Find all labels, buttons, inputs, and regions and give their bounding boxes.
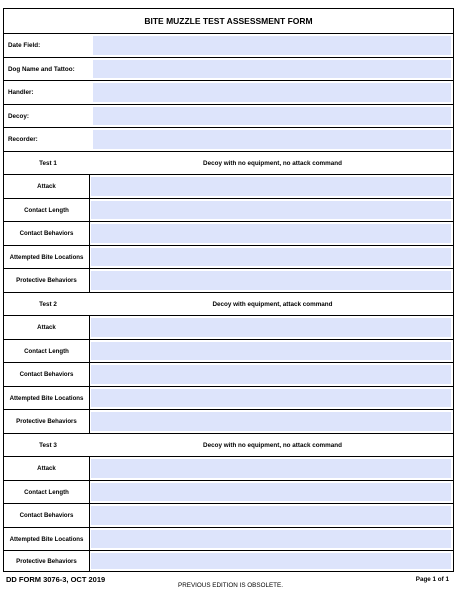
- test-3-protective-behaviors-row: [4, 551, 453, 571]
- test-1-contact-behaviors-row: [4, 222, 453, 246]
- test-2-label: Test 2: [39, 300, 57, 308]
- handler-label: Handler:: [8, 89, 34, 96]
- test-1-bite-locations-row: [4, 246, 453, 269]
- recorder-input[interactable]: [93, 130, 451, 149]
- dog-name-input[interactable]: [93, 60, 451, 78]
- test-1-label: Test 1: [39, 159, 57, 167]
- test-1-protective-behaviors-input[interactable]: [91, 271, 451, 290]
- header-row-dog: [4, 58, 453, 81]
- test-1-attack-label: Attack: [4, 175, 90, 198]
- test-2-protective-behaviors-input[interactable]: [91, 412, 451, 431]
- test-2-bite-locations-label: Attempted Bite Locations: [4, 387, 90, 409]
- test-3-attack-row: [4, 457, 453, 481]
- test-1-attack-row: [4, 175, 453, 199]
- test-2-attack-input[interactable]: [91, 318, 451, 337]
- test-2-contact-behaviors-row: [4, 363, 453, 387]
- test-2-attack-row: [4, 316, 453, 340]
- dog-name-label: Dog Name and Tattoo:: [8, 65, 75, 73]
- test-3-attack-input[interactable]: [91, 459, 451, 478]
- test-1-protective-behaviors-row: [4, 269, 453, 293]
- date-field-input[interactable]: [93, 36, 451, 55]
- test-3-contact-behaviors-label: Contact Behaviors: [4, 504, 90, 527]
- assessment-form: [3, 8, 454, 572]
- test-3-description: Decoy with no equipment, no attack command: [203, 441, 342, 449]
- edition-note: PREVIOUS EDITION IS OBSOLETE.: [178, 582, 283, 589]
- test-1-contact-length-row: [4, 199, 453, 222]
- test-2-description: Decoy with equipment, attack command: [212, 300, 333, 308]
- test-2-protective-behaviors-row: [4, 410, 453, 434]
- test-3-bite-locations-label: Attempted Bite Locations: [4, 528, 90, 550]
- header-row-handler: [4, 81, 453, 105]
- test-1-contact-behaviors-label: Contact Behaviors: [4, 222, 90, 245]
- test-3-contact-length-input[interactable]: [91, 483, 451, 501]
- page-number: Page 1 of 1: [415, 576, 449, 583]
- test-3-protective-behaviors-label: Protective Behaviors: [4, 551, 90, 571]
- test-3-header: [4, 434, 453, 457]
- test-1-protective-behaviors-label: Protective Behaviors: [4, 269, 90, 292]
- decoy-label: Decoy:: [8, 112, 29, 120]
- header-row-decoy: [4, 105, 453, 128]
- test-3-attack-label: Attack: [4, 457, 90, 480]
- test-3-contact-length-row: [4, 481, 453, 504]
- recorder-label: Recorder:: [8, 136, 38, 143]
- test-3-bite-locations-input[interactable]: [91, 530, 451, 548]
- test-1-bite-locations-input[interactable]: [91, 248, 451, 266]
- decoy-input[interactable]: [93, 107, 451, 125]
- test-2-bite-locations-input[interactable]: [91, 389, 451, 407]
- form-number: DD FORM 3076-3, OCT 2019: [6, 575, 106, 584]
- test-2-contact-behaviors-label: Contact Behaviors: [4, 363, 90, 386]
- test-1-bite-locations-label: Attempted Bite Locations: [4, 246, 90, 268]
- test-1-contact-behaviors-input[interactable]: [91, 224, 451, 243]
- test-3-bite-locations-row: [4, 528, 453, 551]
- test-2-attack-label: Attack: [4, 316, 90, 339]
- test-2-contact-length-label: Contact Length: [4, 340, 90, 362]
- test-1-contact-length-label: Contact Length: [4, 199, 90, 221]
- header-row-date: [4, 34, 453, 58]
- test-2-contact-length-row: [4, 340, 453, 363]
- test-3-protective-behaviors-input[interactable]: [91, 553, 451, 569]
- test-1-contact-length-input[interactable]: [91, 201, 451, 219]
- test-2-contact-behaviors-input[interactable]: [91, 365, 451, 384]
- test-3-contact-behaviors-row: [4, 504, 453, 528]
- test-2-header: [4, 293, 453, 316]
- test-1-header: [4, 152, 453, 175]
- test-1-description: Decoy with no equipment, no attack command: [203, 159, 342, 167]
- test-2-protective-behaviors-label: Protective Behaviors: [4, 410, 90, 433]
- test-2-contact-length-input[interactable]: [91, 342, 451, 360]
- handler-input[interactable]: [93, 83, 451, 102]
- test-1-attack-input[interactable]: [91, 177, 451, 196]
- date-field-label: Date Field:: [8, 42, 41, 49]
- form-title: BITE MUZZLE TEST ASSESSMENT FORM: [4, 9, 453, 34]
- header-row-recorder: [4, 128, 453, 152]
- test-3-contact-length-label: Contact Length: [4, 481, 90, 503]
- test-3-contact-behaviors-input[interactable]: [91, 506, 451, 525]
- test-3-label: Test 3: [39, 441, 57, 449]
- test-2-bite-locations-row: [4, 387, 453, 410]
